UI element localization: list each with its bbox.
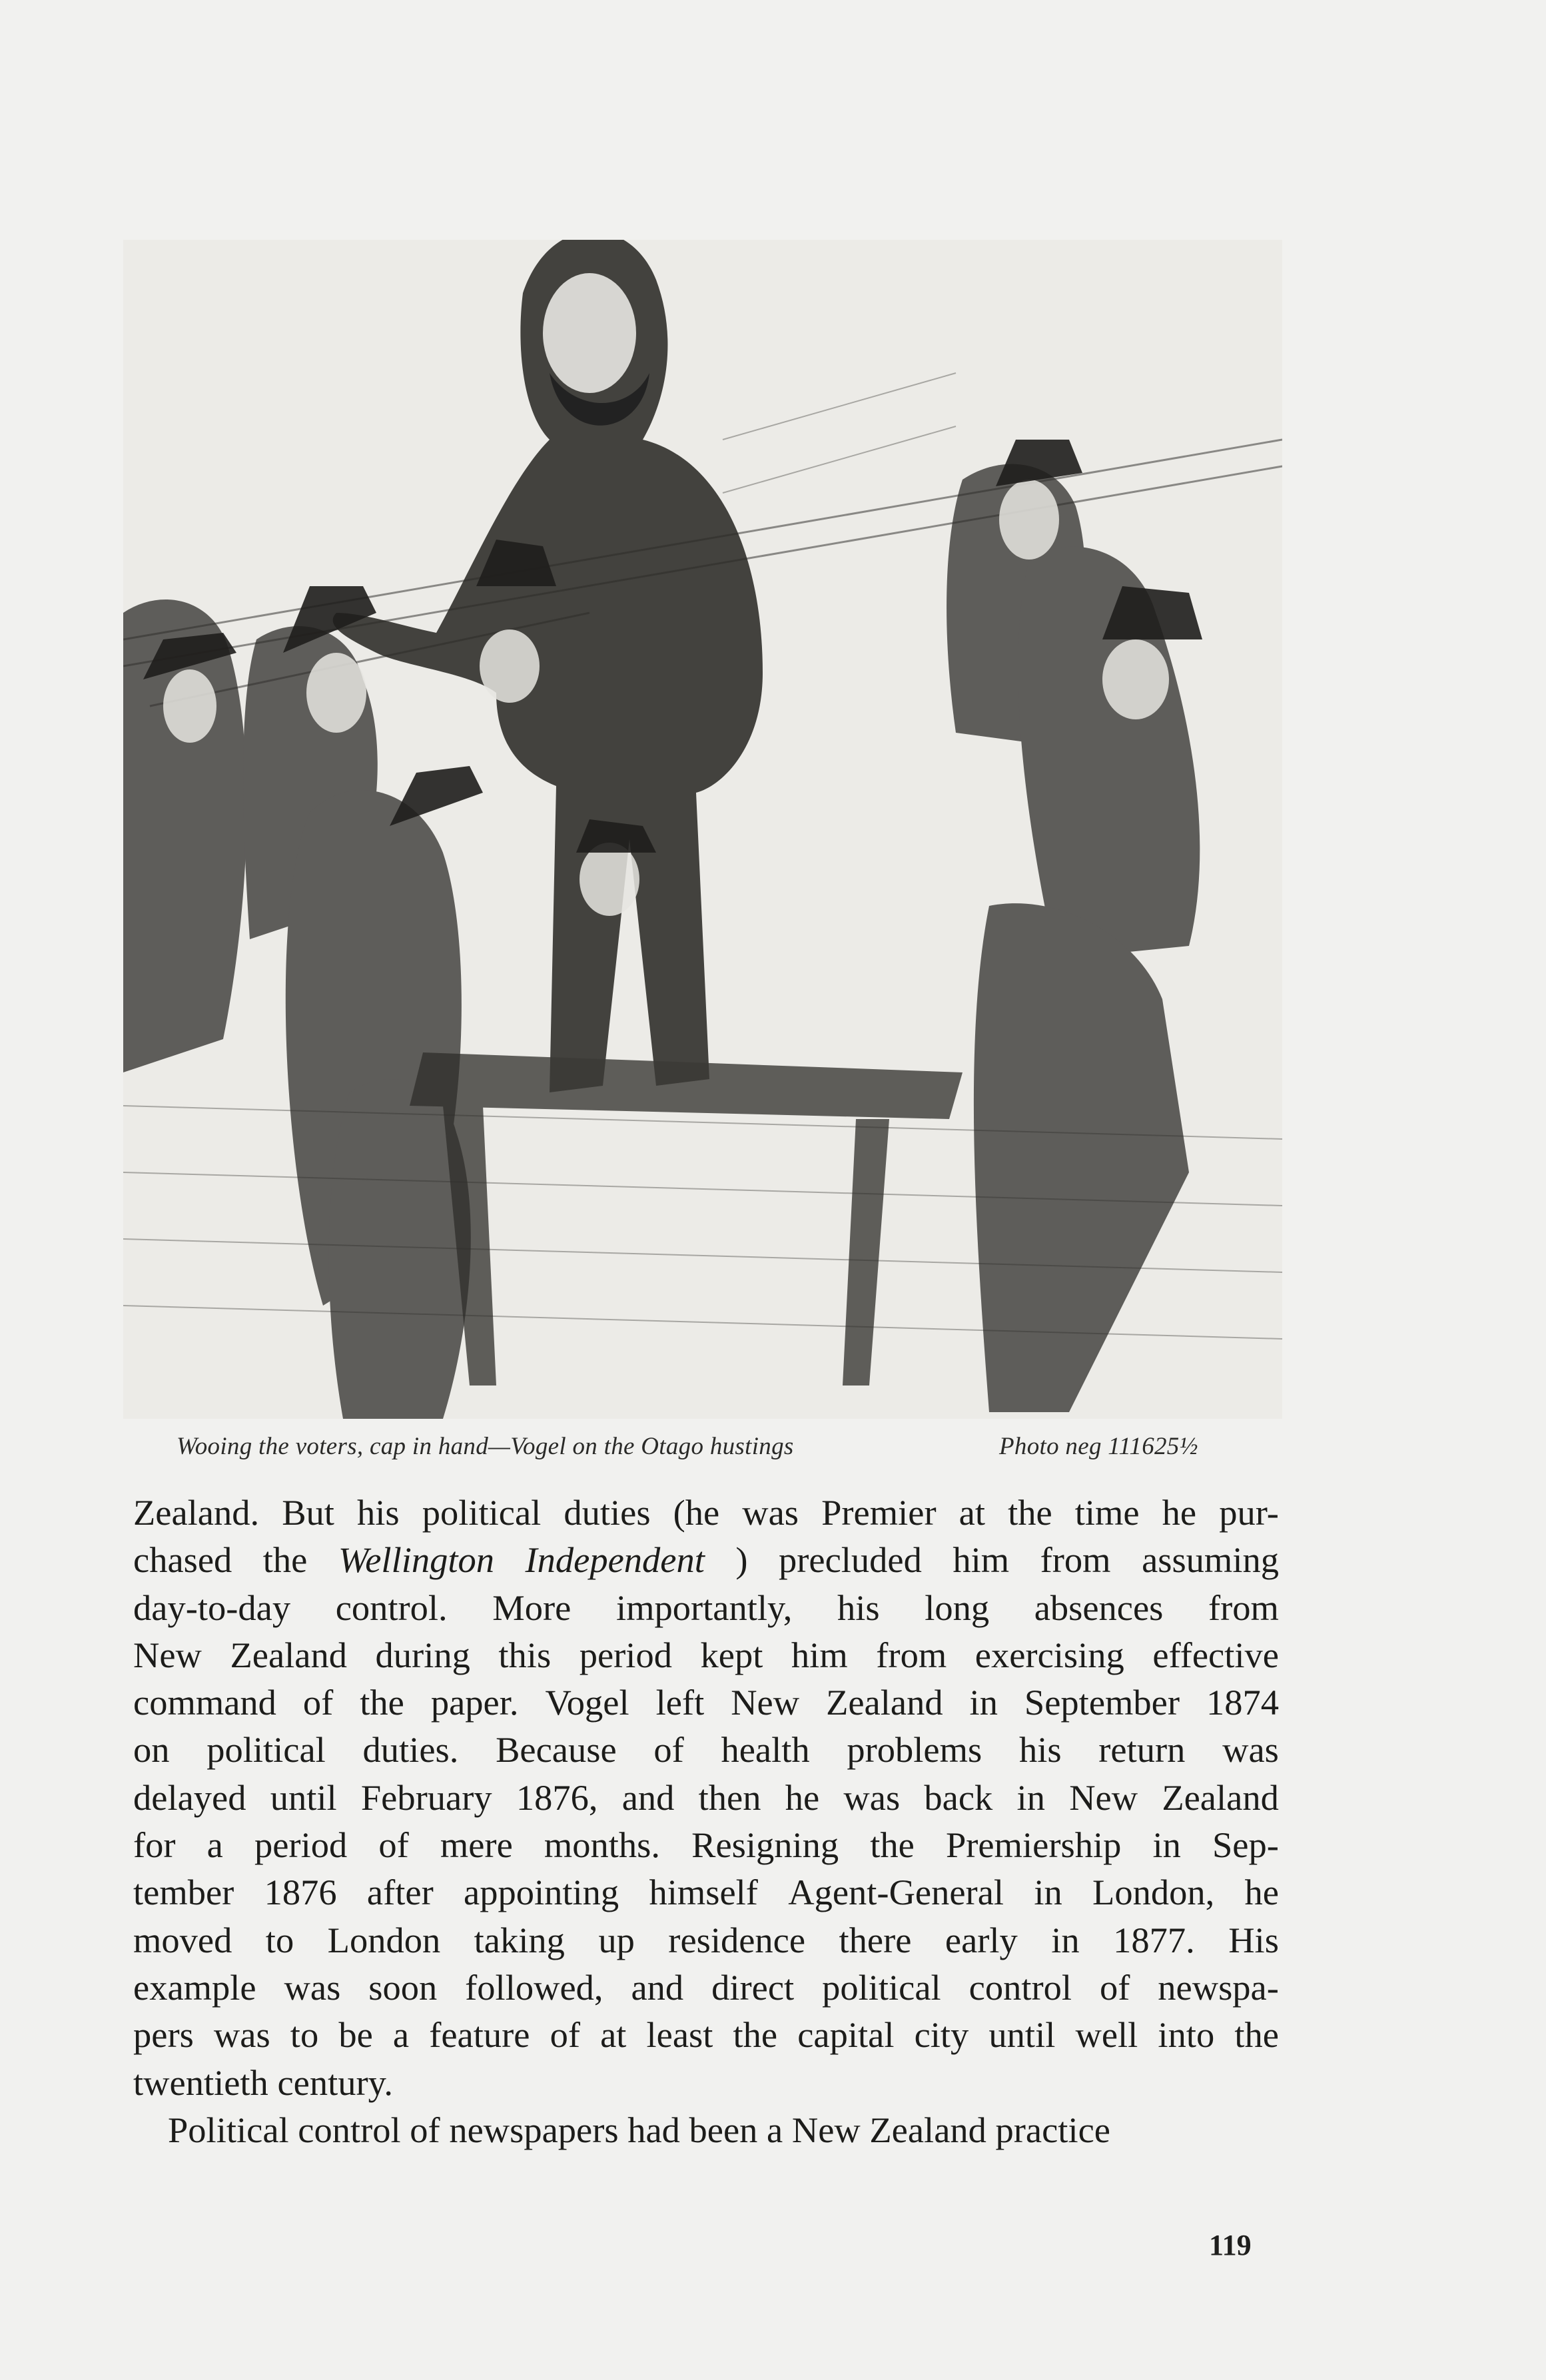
word: the (360, 1682, 404, 1723)
word: feature (429, 2014, 530, 2056)
text-line (133, 1536, 1279, 1583)
word: until (988, 2014, 1056, 2056)
word: was (213, 2014, 270, 2056)
word: in (1152, 1824, 1181, 1866)
word: pur- (1219, 1492, 1279, 1533)
text-line (133, 1916, 1279, 1964)
word: well (1075, 2014, 1138, 2056)
word: at (600, 2014, 627, 2056)
word: then (698, 1777, 761, 1818)
word: was (843, 1777, 901, 1818)
word: paper. (430, 1682, 519, 1723)
word: duties (564, 1492, 651, 1533)
word: and (631, 1966, 684, 2008)
word: been (689, 2109, 767, 2150)
engraving-drawing (123, 240, 1282, 1419)
word: and (621, 1777, 675, 1818)
word: on (133, 1729, 170, 1771)
word: the (870, 1824, 915, 1866)
word: to (290, 2014, 319, 2056)
word: day-to-day (133, 1587, 291, 1628)
word: Sep- (1212, 1824, 1279, 1866)
word: months. (544, 1824, 660, 1866)
text-line (133, 1631, 1279, 1679)
word: pers (133, 2014, 194, 2056)
word: February (360, 1777, 492, 1818)
word: political (206, 1729, 326, 1771)
word: city (914, 2014, 969, 2056)
word: 1874 (1206, 1682, 1279, 1723)
word: Premiership (945, 1824, 1122, 1866)
word: Zealand (826, 1682, 943, 1723)
word: duties. (362, 1729, 459, 1771)
word: followed, (465, 1966, 603, 2008)
word: the (262, 1539, 308, 1581)
word: absences (1034, 1587, 1164, 1628)
word: his (1018, 1729, 1062, 1771)
word: Vogel (545, 1682, 629, 1723)
word: political (822, 1966, 941, 2008)
word: in (1051, 1919, 1080, 1960)
word: century. (277, 2062, 393, 2103)
text-line (133, 1679, 1279, 1726)
word: New (791, 2109, 870, 2150)
word: there (839, 1919, 912, 1960)
word: time (1074, 1492, 1140, 1533)
word: after (366, 1872, 434, 1913)
word: return (1098, 1729, 1186, 1771)
word: back (924, 1777, 993, 1818)
word: of (410, 2109, 450, 2150)
word: health (721, 1729, 810, 1771)
word: be (338, 2014, 373, 2056)
text-line (133, 1584, 1279, 1631)
word: until (270, 1777, 337, 1818)
word: of (1099, 1966, 1130, 2008)
word: practice (995, 2109, 1110, 2150)
word: control. (335, 1587, 448, 1628)
word: Zealand (869, 2109, 996, 2150)
word: of (653, 1729, 684, 1771)
text-line (133, 2059, 1279, 2106)
word: he (785, 1777, 820, 1818)
word: political (422, 1492, 542, 1533)
word: London, (1092, 1872, 1215, 1913)
word: chased (133, 1539, 232, 1581)
word: Premier (821, 1492, 937, 1533)
word: himself (649, 1872, 758, 1913)
word: in (969, 1682, 998, 1723)
word: New (731, 1682, 800, 1723)
word: Wellington (338, 1539, 494, 1581)
word: a (767, 2109, 792, 2150)
word: soon (368, 1966, 438, 2008)
word: to (265, 1919, 294, 1960)
word: he (1162, 1492, 1197, 1533)
text-line (133, 1774, 1279, 1821)
word: period (579, 1634, 672, 1675)
word: delayed (133, 1777, 246, 1818)
word: tember (133, 1872, 234, 1913)
word: the (733, 2014, 778, 2056)
word: up (598, 1919, 635, 1960)
text-line (133, 2011, 1279, 2058)
word: problems (847, 1729, 982, 1771)
word: taking (474, 1919, 565, 1960)
word: example (133, 1966, 256, 2008)
word: period (254, 1824, 348, 1866)
word: newspa- (1158, 1966, 1279, 2008)
word: in (1016, 1777, 1045, 1818)
body-text (133, 1489, 1279, 2154)
word: More (492, 1587, 572, 1628)
photo-credit: Photo neg 111625½ (999, 1433, 1198, 1460)
figure-caption (177, 1432, 1276, 1461)
word: this (498, 1634, 552, 1675)
word: long (925, 1587, 990, 1628)
word: twentieth (133, 2062, 278, 2103)
word: his (357, 1492, 400, 1533)
word: was (284, 1966, 341, 2008)
word: from (1208, 1587, 1279, 1628)
word: New (1069, 1777, 1138, 1818)
word: was (1222, 1729, 1279, 1771)
text-line (133, 1868, 1279, 1916)
word: precluded (778, 1539, 922, 1581)
word: residence (668, 1919, 806, 1960)
word: kept (700, 1634, 763, 1675)
word: of (550, 2014, 580, 2056)
word: of (302, 1682, 334, 1723)
text-line (133, 1821, 1279, 1868)
word: importantly, (615, 1587, 793, 1628)
word: effective (1152, 1634, 1279, 1675)
word: mere (440, 1824, 513, 1866)
word: a (206, 1824, 223, 1866)
word: exercising (974, 1634, 1124, 1675)
word: of (378, 1824, 409, 1866)
word: into (1158, 2014, 1215, 2056)
word: New (133, 1634, 202, 1675)
word: Because (496, 1729, 617, 1771)
word: the (1008, 1492, 1052, 1533)
word: had (627, 2109, 689, 2150)
word: Independent (525, 1539, 705, 1581)
word: 1877. (1113, 1919, 1195, 1960)
word: at (959, 1492, 986, 1533)
word: Zealand. (133, 1492, 260, 1533)
word: during (375, 1634, 470, 1675)
word: in (1034, 1872, 1062, 1913)
word: (he (673, 1492, 720, 1533)
word: for (133, 1824, 176, 1866)
text-line (133, 1489, 1279, 1536)
word: His (1228, 1919, 1279, 1960)
word: 1876 (264, 1872, 337, 1913)
word: he (1244, 1872, 1279, 1913)
word: 1876, (516, 1777, 598, 1818)
text-line (133, 1726, 1279, 1773)
word: appointing (464, 1872, 619, 1913)
text-line (133, 2106, 1279, 2154)
word: September (1024, 1682, 1180, 1723)
word: Zealand (1162, 1777, 1279, 1818)
word: direct (711, 1966, 795, 2008)
word: Political (168, 2109, 298, 2150)
caption-text: Wooing the voters, cap in hand—Vogel on the Otago hustings (177, 1433, 794, 1460)
word: him (791, 1634, 848, 1675)
word: the (1234, 2014, 1279, 2056)
word: Agent-General (788, 1872, 1004, 1913)
word: command (133, 1682, 276, 1723)
word: London (327, 1919, 441, 1960)
word: a (392, 2014, 410, 2056)
word: control (968, 1966, 1072, 2008)
word: Resigning (691, 1824, 839, 1866)
word: left (655, 1682, 705, 1723)
word: least (646, 2014, 713, 2056)
word: capital (797, 2014, 895, 2056)
word: control (298, 2109, 410, 2150)
word: from (1040, 1539, 1111, 1581)
text-line (133, 1964, 1279, 2011)
word: But (282, 1492, 334, 1533)
engraving-illustration (123, 240, 1282, 1419)
word: assuming (1142, 1539, 1279, 1581)
word: moved (133, 1919, 232, 1960)
page-number: 119 (1209, 2229, 1252, 2261)
word: early (945, 1919, 1018, 1960)
word: ) (735, 1539, 748, 1581)
word: Zealand (230, 1634, 347, 1675)
word: newspapers (449, 2109, 628, 2150)
word: from (876, 1634, 947, 1675)
word: him (953, 1539, 1010, 1581)
word: was (742, 1492, 799, 1533)
word: his (837, 1587, 880, 1628)
